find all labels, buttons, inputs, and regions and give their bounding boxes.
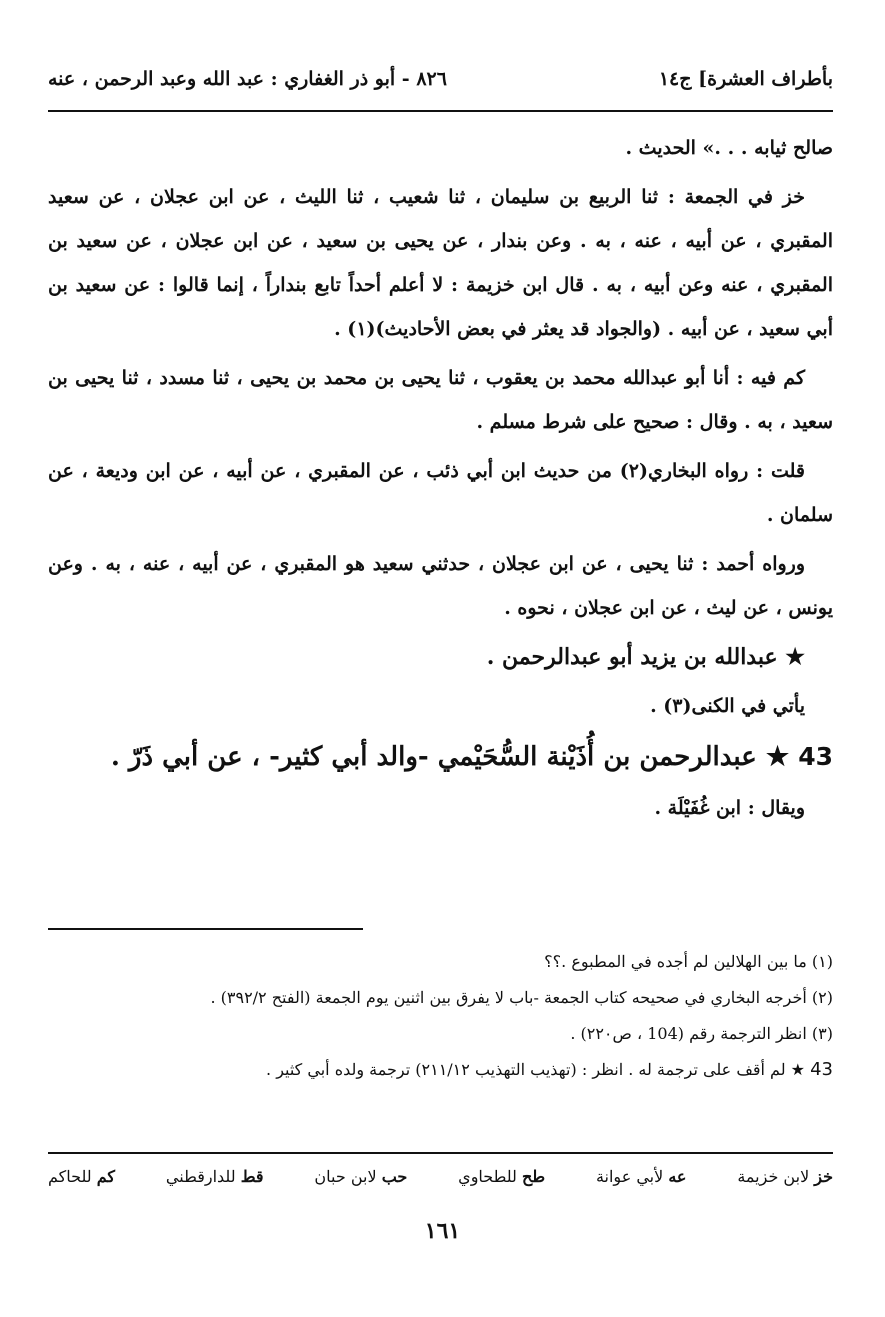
abbreviation-item: طح للطحاوي [458, 1167, 546, 1186]
paragraph-hakim-text: فيه : أنا أبو عبدالله محمد بن يعقوب ، ثنا يحيى بن محمد بن يحيى ، ثنا مسدد ، ثنا يحيى بن سعيد ، به . وقال : صحيح على شرط مسلم . [48, 367, 833, 433]
footnote-43-number: 43 [810, 1059, 833, 1080]
paragraph-ibn-khuzayma-text: في الجمعة : ثنا الربيع بن سليمان ، ثنا شعيب ، ثنا الليث ، عن ابن عجلان ، عن سعيد المقبري ، عن أبيه ، عنه ، به . وعن بندار ، عن يحيى بن سعيد ، عن ابن عجلان ، عن سعيد بن المقبري ، عنه وعن أبيه ، به . قال ابن خزيمة : لا أعلم أحداً تابع بنداراً ، إنما قالوا : عن سعيد بن أبي سعيد ، عن أبيه . (والجواد قد يعثر في بعض الأحاديث)(١) . [48, 186, 833, 340]
footnote-divider [48, 928, 363, 930]
footnote-2: (٢) أخرجه البخاري في صحيحه كتاب الجمعة -باب لا يفرق بين اثنين يوم الجمعة (الفتح ٣٩٢/٢) . [210, 988, 833, 1007]
running-header [48, 62, 833, 96]
footnote-3: (٣) انظر الترجمة رقم (104 ، ص٢٢٠) . [570, 1024, 833, 1043]
paragraph-ahmad [48, 542, 833, 630]
paragraph-bukhari [48, 449, 833, 537]
paragraph-hadith-end: صالح ثيابه . . .» الحديث . [625, 137, 833, 159]
page-number: ١٦١ [424, 1218, 461, 1244]
paragraph-ibn-khuzayma [48, 175, 833, 351]
footnote-43-text: ★ لم أقف على ترجمة له . انظر : (تهذيب التهذيب ٢١١/١٢) ترجمة ولده أبي كثير . [266, 1060, 811, 1079]
paragraph-hakim [48, 356, 833, 444]
abbreviation-divider [48, 1152, 833, 1154]
paragraph-ahmad-text: : ثنا يحيى ، عن ابن عجلان ، حدثني سعيد هو المقبري ، عن أبيه ، عنه ، به . وعن يونس ، عن ليث ، عن ابن عجلان ، نحوه . [48, 553, 833, 619]
header-section-title: ٨٢٦ - أبو ذر الغفاري : عبد الله وعبد الرحمن ، عنه [48, 68, 447, 90]
abbreviation-item: خز لابن خزيمة [737, 1167, 833, 1186]
paragraph-bukhari-text: (٢) من حديث ابن أبي ذئب ، عن المقبري ، عن أبيه ، عن ابن وديعة ، عن سلمان . [48, 460, 833, 526]
entry-43-heading [48, 733, 833, 781]
source-name-ahmad: أحمد [716, 553, 755, 575]
header-divider [48, 110, 833, 112]
paragraph-ahmad-pre: ورواه [754, 553, 805, 575]
abbreviation-item: عه لأبي عوانة [595, 1167, 687, 1186]
abbreviation-item: كم للحاكم [48, 1167, 116, 1186]
header-volume-title: بأطراف العشرة] ج١٤ [658, 68, 833, 90]
abbreviation-item: قط للدارقطني [165, 1167, 264, 1186]
footnotes [48, 944, 833, 1088]
footnote-43 [48, 1052, 833, 1088]
entry-abdullah-ibn-yazid: ★ عبدالله بن يزيد أبو عبدالرحمن . [486, 644, 805, 670]
abbreviation-item: حب لابن حبان [314, 1167, 408, 1186]
entry-cross-reference: يأتي في الكنى(٣) . [650, 695, 805, 717]
source-code-khz: خز [782, 186, 805, 208]
abbreviation-key [48, 1162, 833, 1192]
main-text [48, 126, 833, 835]
entry-43-alt-name: ويقال : ابن غُفَيْلَة . [654, 797, 805, 819]
paragraph-bukhari-lead: قلت : رواه البخاري [647, 460, 805, 482]
source-code-km: كم [783, 367, 805, 389]
entry-43-number: 43 [798, 742, 833, 771]
entry-43-text: ★ عبدالرحمن بن أُذَيْنة السُّحَيْمي -والد أبي كثير- ، عن أبي ذَرّ . [110, 742, 799, 772]
footnote-1: (١) ما بين الهلالين لم أجده في المطبوع .؟؟ [544, 952, 833, 971]
